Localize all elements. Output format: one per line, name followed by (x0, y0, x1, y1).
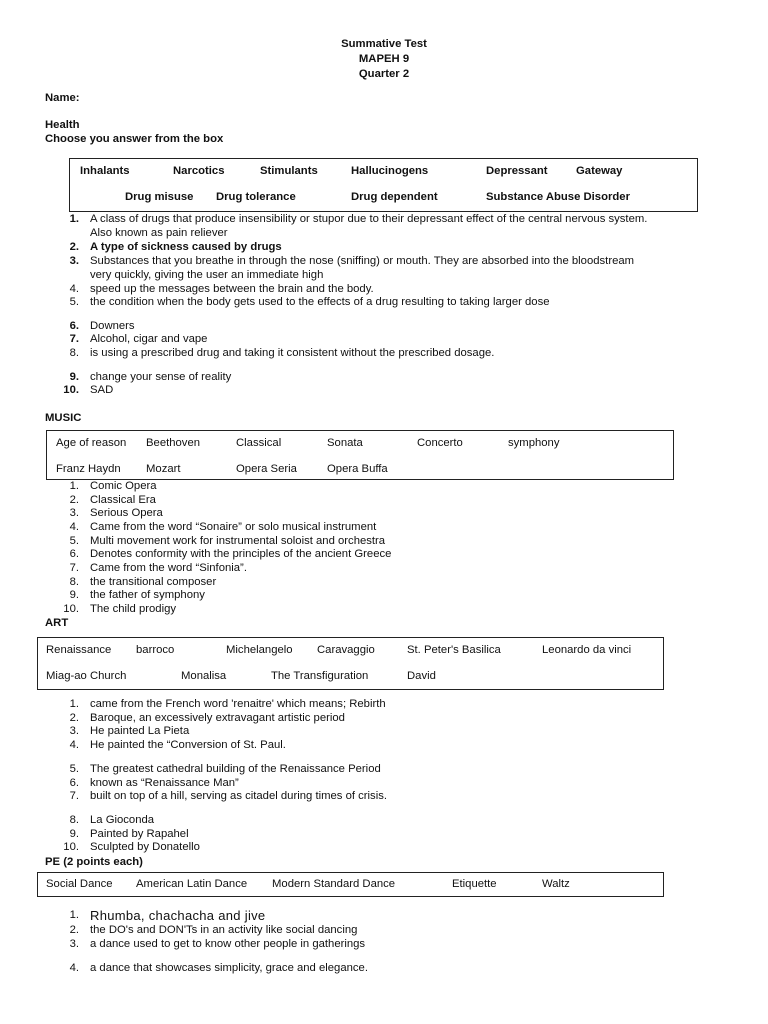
health-instruction: Choose you answer from the box (45, 133, 224, 145)
music-choice: Mozart (146, 463, 181, 475)
art-choice: Renaissance (46, 644, 112, 656)
health-choice: Inhalants (80, 165, 130, 177)
health-choice: Depressant (486, 165, 548, 177)
art-choice: Leonardo da vinci (542, 644, 632, 656)
art-choice: The Transfiguration (271, 670, 369, 682)
name-label: Name: (45, 92, 80, 104)
music-choice: Sonata (327, 437, 363, 449)
pe-title: PE (2 points each) (45, 856, 143, 868)
music-choice: Concerto (417, 437, 463, 449)
pe-choice: Modern Standard Dance (272, 878, 396, 890)
health-choice: Drug dependent (351, 191, 438, 203)
document-header (0, 37, 768, 82)
art-choice: Caravaggio (317, 644, 375, 656)
health-choice: Narcotics (173, 165, 225, 177)
art-choices-box (37, 637, 664, 690)
art-title: ART (45, 617, 69, 629)
health-title: Health (45, 119, 80, 131)
document-subject: MAPEH 9 (358, 53, 410, 65)
pe-choice: Waltz (542, 878, 570, 890)
art-choice: Monalisa (181, 670, 227, 682)
music-choice: Franz Haydn (56, 463, 121, 475)
music-choice: Age of reason (56, 437, 127, 449)
art-choice: barroco (136, 644, 175, 656)
pe-choice: Etiquette (452, 878, 497, 890)
art-choice: Michelangelo (226, 644, 293, 656)
health-choice: Drug tolerance (216, 191, 296, 203)
art-choice: St. Peter's Basilica (407, 644, 501, 656)
art-choice: David (407, 670, 436, 682)
pe-choice: American Latin Dance (136, 878, 248, 890)
health-choices-box (69, 158, 698, 212)
music-choice: Beethoven (146, 437, 201, 449)
art-choice: Miag-ao Church (46, 670, 127, 682)
music-choices-box (46, 430, 674, 480)
health-choice: Substance Abuse Disorder (486, 191, 630, 203)
health-choice: Stimulants (260, 165, 318, 177)
music-choice: Opera Buffa (327, 463, 388, 475)
music-choice: symphony (508, 437, 560, 449)
music-title: MUSIC (45, 412, 82, 424)
pe-choice: Social Dance (46, 878, 113, 890)
document-title: Summative Test (341, 38, 427, 50)
health-choice: Gateway (576, 165, 623, 177)
music-choice: Classical (236, 437, 282, 449)
worksheet-page: Summative Test MAPEH 9 Quarter 2 Name: Health Choose you answer from the box Inhalants Narcotics Stimulants Hallucinogens Depressant Gateway Drug misuse Drug tolerance Drug dependent Substance Abuse Disorder 1. A class of drugs that produce insensibility or stupor due to their depressant effect of the central nervous system. Also known as pain reliever 2. A type of sickness caused by drugs 3. Substances that you breathe in through the nose (sniffing) or mouth. They are absorbed into the bloodstream very quickly, giving the user an immediate high 4. speed up the messages between the brain and the body. 5. the condition when the body gets used to the effects of a drug resulting to taking larger dose 6. Downers 7. Alcohol, cigar and vape 8. is using a prescribed drug and taking it consistent without the prescribed dosage. 9. change your sense of reality 10. SAD MUSIC Age of reason Beethoven Classical Sonata Concerto symphony Franz Haydn Mozart Opera Seria Opera Buffa 1. Comic Opera 2. Classical Era 3. Serious Opera 4. Came from the word “Sonaire” or solo musical instrument 5. Multi movement work for instrumental soloist and orchestra 6. Denotes conformity with the principles of the ancient Greece 7. Came from the word “Sinfonia”. 8. the transitional composer 9. the father of symphony 10. The child prodigy ART Renaissance barroco Michelangelo Caravaggio St. Peter's Basilica Leonardo da vinci Miag-ao Church Monalisa The Transfiguration David 1. came from the French word 'renaitre' which means; Rebirth 2. Baroque, an excessively extravagant artistic period 3. He painted La Pieta 4. He painted the “Conversion of St. Paul. 5. The greatest cathedral building of the Renaissance Period 6. known as “Renaissance Man” 7. built on top of a hill, serving as citadel during times of crisis. 8. La Gioconda 9. Painted by Rapahel 10. Sculpted by Donatello PE (2 points each) Social Dance American Latin Dance Modern Standard Dance Etiquette Waltz 1. Rhumba, chachacha and jive 2. the DO's and DON'Ts in an activity like social dancing 3. a dance used to get to know other people in gatherings 4. a dance that showcases simplicity, grace and elegance. (0, 0, 768, 1024)
music-choice: Opera Seria (236, 463, 297, 475)
health-choice: Hallucinogens (351, 165, 429, 177)
pe-choices-box (37, 872, 664, 897)
health-choice: Drug misuse (125, 191, 194, 203)
document-quarter: Quarter 2 (358, 68, 410, 80)
